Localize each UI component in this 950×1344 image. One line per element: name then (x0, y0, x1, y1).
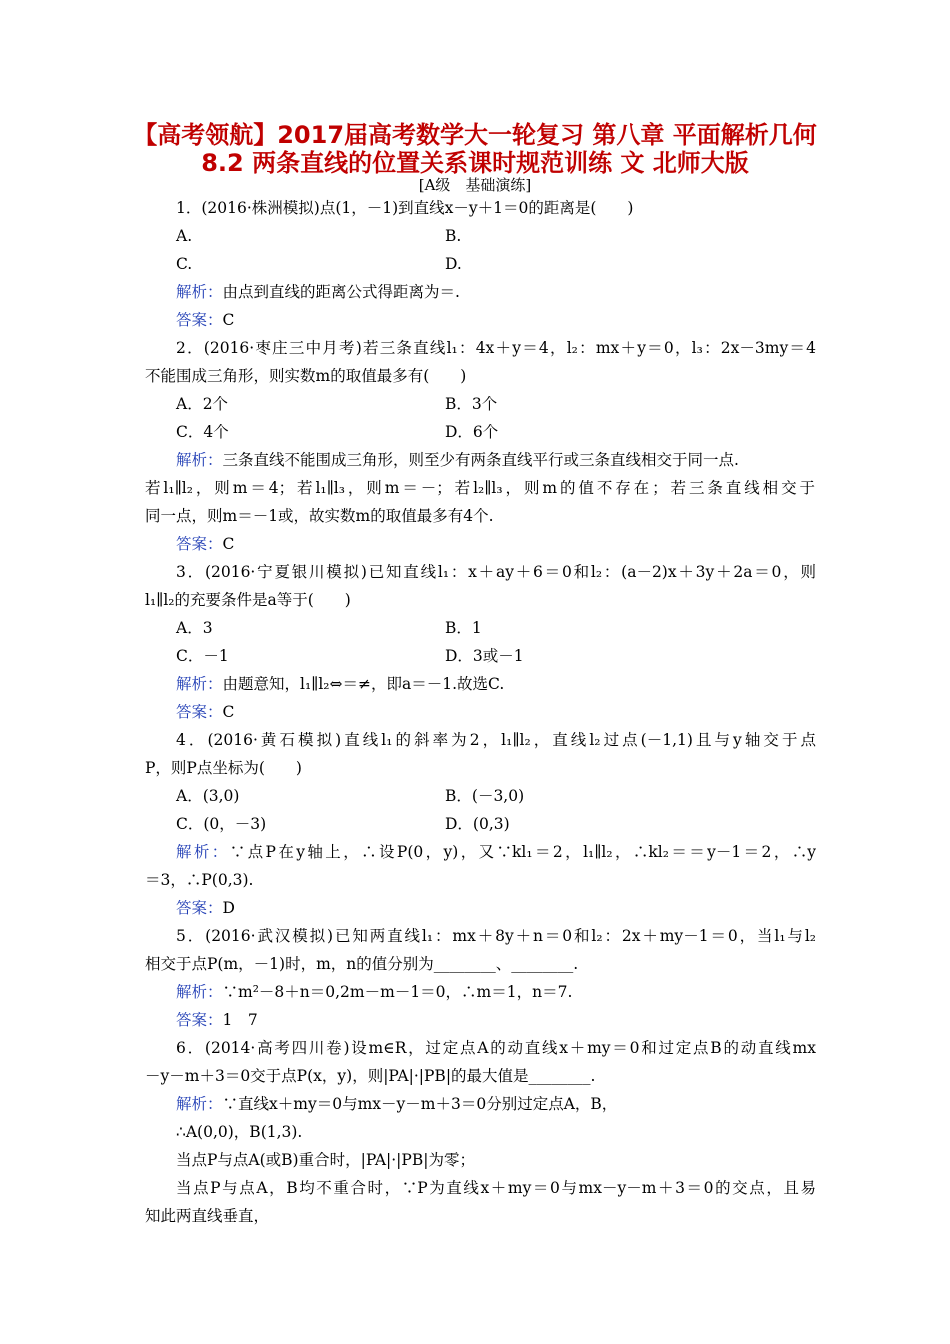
q2-analysis-line1 (176, 450, 816, 470)
answer-label: 答案： (176, 899, 223, 917)
q5-stem-line1: 5．(2016·武汉模拟)已知两直线l₁：mx＋8y＋n＝0和l₂：2x＋my－1＝0，当l₁与l₂ (176, 927, 816, 945)
q1-analysis (176, 282, 816, 302)
q6-stem-line1: 6．(2014·高考四川卷)设m∈R，过定点A的动直线x＋my＝0和过定点B的动直线mx (176, 1039, 816, 1057)
answer-label: 答案： (176, 535, 223, 553)
answer-label: 答案： (176, 311, 223, 329)
q6-analysis-line5: 知此两直线垂直， (145, 1207, 270, 1225)
q4-option-a: A．(3,0) (176, 787, 240, 805)
q3-answer (176, 702, 816, 722)
q6-stem-line2: －y－m＋3＝0交于点P(x，y)，则|PA|·|PB|的最大值是________. (145, 1067, 596, 1085)
q3-analysis (176, 674, 816, 694)
q3-option-d: D．3或－1 (445, 647, 524, 665)
q3-analysis-text: 由题意知，l₁∥l₂⇔＝≠，即a＝－1.故选C. (222, 675, 505, 693)
q1-analysis-text: 由点到直线的距离公式得距离为＝. (222, 283, 460, 301)
q4-stem-line2: P，则P点坐标为( ) (145, 759, 302, 777)
q2-stem-line2: 不能围成三角形，则实数m的取值最多有( ) (145, 367, 467, 385)
q4-analysis-text1: ∵点P在y轴上，∴设P(0，y)，又∵kl₁＝2，l₁∥l₂，∴kl₂＝＝y－1＝2，∴y (229, 843, 816, 861)
q3-stem-line1: 3．(2016·宁夏银川模拟)已知直线l₁：x＋ay＋6＝0和l₂：(a－2)x＋3y＋2a＝0，则 (176, 563, 816, 581)
q1-option-d: D. (445, 255, 462, 273)
q5-stem-line2: 相交于点P(m，－1)时，m，n的值分别为________、________. (145, 955, 579, 973)
q2-option-d: D．6个 (445, 423, 499, 441)
q4-analysis-line2: ＝3，∴P(0,3). (145, 871, 254, 889)
level-label: [A级 基础演练] (418, 176, 532, 194)
analysis-label: 解析： (176, 983, 223, 1001)
q5-answer-text: 1 7 (222, 1011, 258, 1029)
q2-analysis-line2: 若l₁∥l₂，则m＝4；若l₁∥l₃，则m＝－；若l₂∥l₃，则m的值不存在；若三条直线相交于 (145, 479, 815, 497)
q2-answer-text: C (222, 535, 235, 553)
q4-option-d: D．(0,3) (445, 815, 510, 833)
q6-analysis-line4: 当点P与点A，B均不重合时，∵P为直线x＋my＝0与mx－y－m＋3＝0的交点，且易 (176, 1179, 816, 1197)
q5-analysis (176, 982, 816, 1002)
q1-option-a: A. (176, 227, 193, 245)
q1-option-c: C. (176, 255, 193, 273)
q3-option-c: C．－1 (176, 647, 229, 665)
q1-answer-text: C (222, 311, 235, 329)
document-title-line2: 8.2 两条直线的位置关系课时规范训练 文 北师大版 (201, 149, 749, 177)
q5-answer (176, 1010, 816, 1030)
analysis-label: 解析： (176, 675, 223, 693)
q4-answer (176, 898, 816, 918)
q2-answer (176, 534, 816, 554)
q4-option-b: B．(－3,0) (445, 787, 525, 805)
q4-analysis-line1 (176, 842, 816, 862)
answer-label: 答案： (176, 703, 223, 721)
q4-option-c: C．(0，－3) (176, 815, 267, 833)
q3-option-b: B．1 (445, 619, 482, 637)
answer-label: 答案： (176, 1011, 223, 1029)
q2-option-a: A．2个 (176, 395, 229, 413)
q1-stem: 1．(2016·株洲模拟)点(1，－1)到直线x－y＋1＝0的距离是( ) (176, 199, 634, 217)
q3-answer-text: C (222, 703, 235, 721)
q6-analysis-line2: ∴A(0,0)，B(1,3). (176, 1123, 303, 1141)
q6-analysis-line3: 当点P与点A(或B)重合时，|PA|·|PB|为零； (176, 1151, 475, 1169)
q6-analysis-text1: ∵直线x＋my＝0与mx－y－m＋3＝0分别过定点A，B， (222, 1095, 618, 1113)
analysis-label: 解析： (176, 1095, 223, 1113)
q5-analysis-text: ∵m²－8＋n＝0,2m－m－1＝0，∴m＝1，n＝7. (222, 983, 573, 1001)
q3-stem-line2: l₁∥l₂的充要条件是a等于( ) (145, 591, 351, 609)
q6-analysis-line1 (176, 1094, 816, 1114)
q2-analysis-text1: 三条直线不能围成三角形，则至少有两条直线平行或三条直线相交于同一点. (222, 451, 739, 469)
q4-stem-line1: 4．(2016·黄石模拟)直线l₁的斜率为2，l₁∥l₂，直线l₂过点(－1,1)且与y轴交于点 (176, 731, 816, 749)
q3-option-a: A．3 (176, 619, 213, 637)
analysis-label: 解析： (176, 843, 230, 861)
q2-analysis-line3: 同一点，则m＝－1或，故实数m的取值最多有4个. (145, 507, 494, 525)
analysis-label: 解析： (176, 283, 223, 301)
q2-stem-line1: 2．(2016·枣庄三中月考)若三条直线l₁：4x＋y＝4，l₂：mx＋y＝0，l₃：2x－3my＝4 (176, 339, 816, 357)
analysis-label: 解析： (176, 451, 223, 469)
q4-answer-text: D (222, 899, 235, 917)
q1-answer (176, 310, 816, 330)
q1-option-b: B. (445, 227, 462, 245)
document-title-line1: 【高考领航】2017届高考数学大一轮复习 第八章 平面解析几何 (133, 121, 817, 149)
q2-option-c: C．4个 (176, 423, 229, 441)
q2-option-b: B．3个 (445, 395, 498, 413)
